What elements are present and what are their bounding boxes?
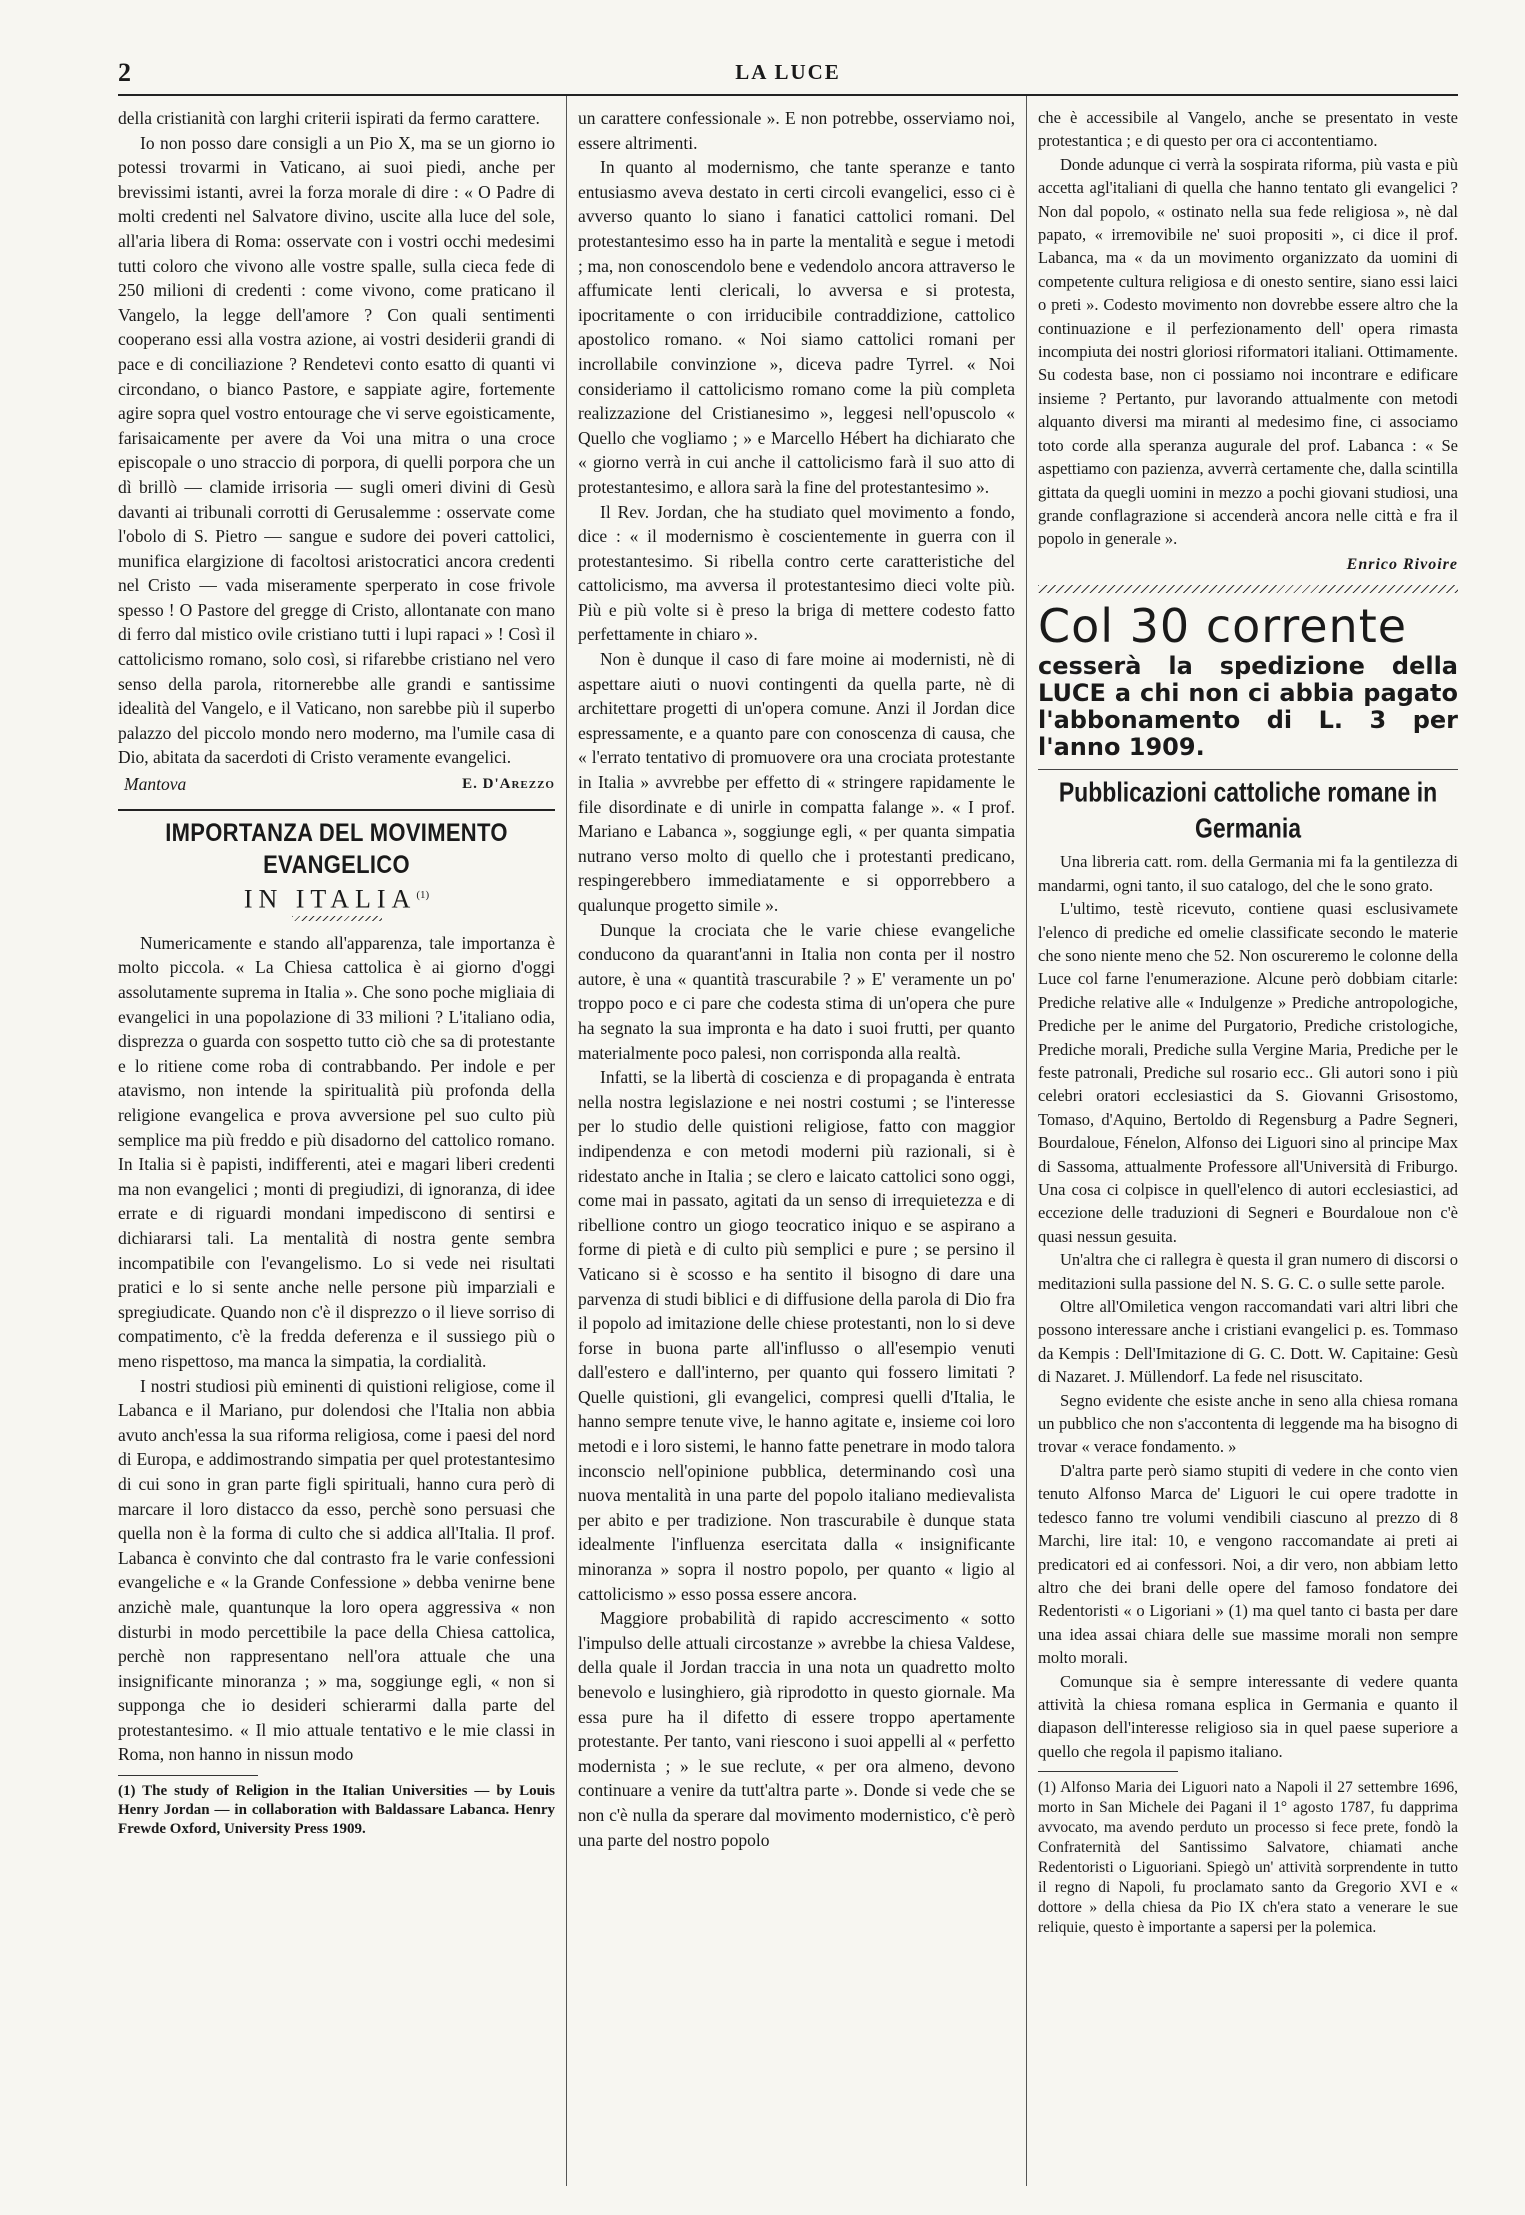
footnote-ref: (1) xyxy=(416,888,430,901)
paragraph: Io non posso dare consigli a un Pio X, ma se un giorno io potessi trovarmi in Vaticano, ai suoi piedi, anche per brevissimi istanti, avrei la forza morale di dire : « O Padre di molti credenti nel Salvatore divino, uscite alla luce del sole, all'aria libera di Roma: osservate con i vostri occhi medesimi tutti coloro che vivono alle vostre spalle, sulla cieca fede di 250 milioni di credenti : come vivono, come praticano il Vangelo, la legge dell'amore ? Con quali sentimenti cooperano essi alla vostra azione, ai vostri desiderii grandi di pace e di conciliazione ? Rendetevi conto esatto di quanti vi circondano, o bianco Pastore, e sappiate agire, fortemente agire sopra quel vostro entourage che vi serve egoisticamente, farisaicamente per avere da Voi una mitra o una croce episcopale o uno straccio di porpora, di quelli porpora che un dì brillò — clamide irrisoria — sugli omeri divini di Gesù davanti ai tribunali corrotti di Gerusalemme : osservate come l'obolo di S. Pietro — sangue e sudore dei poveri cattolici, munifica elargizione di facoltosi aristocratici ancora credenti nel Cristo — vada miseramente sperperato in cose frivole spesso ! O Pastore del gregge di Cristo, allontanate con mano di ferro dal mistico ovile cristiano tutti i lupi rapaci » ! Così il cattolicismo romano, solo così, si rifarebbe cristiano nel vero senso della parola, ritornerebbe alle grandi e santissime idealità del Vangelo, e il Vaticano, non sarebbe più il superbo palazzo del piccolo mondo nero moderno, ma l'umile casa di Dio, abitata da sacerdoti di Cristo veramente evangelici. xyxy=(118,132,555,768)
signature-line xyxy=(118,772,555,797)
column-1 xyxy=(118,106,555,2186)
page-number: 2 xyxy=(118,58,131,87)
header-rule xyxy=(118,94,1458,96)
paragraph: Segno evidente che esiste anche in seno alla chiesa romana un pubblico che non s'accontenta di leggende ma ha bisogno di trovar « verace fondamento. » xyxy=(1038,1390,1458,1457)
footnote-separator xyxy=(118,1775,258,1776)
paragraph: Comunque sia è sempre interessante di vedere quanta attività la chiesa romana esplica in Germania e quanto il diapason dell'interesse religioso sia in quel paese superiore a quello che regola il papismo italiano. xyxy=(1038,1671,1458,1761)
footnote: (1) The study of Religion in the Italian Universities — by Louis Henry Jordan — in collaboration with Baldassare Labanca. Henry Frewde Oxford, University Press 1909. xyxy=(118,1783,555,1838)
sign-author: Enrico Rivoire xyxy=(1346,555,1458,573)
paragraph: Una libreria catt. rom. della Germania mi fa la gentilezza di mandarmi, ogni tanto, il suo catalogo, del che le sono grato. xyxy=(1038,852,1458,895)
footnote: (1) Alfonso Maria dei Liguori nato a Napoli il 27 settembre 1696, morto in San Michele dei Pagani il 1° agosto 1787, fu dapprima avvocato, ma avendo perduto un processo si fece prete, fondò la Confraternità del Santissimo Salvatore, chiamati anche Redentoristi o Liguoriani. Spiegò un' attività sorprendente in tutto il regno di Napoli, fu proclamato santo da Gregorio XVI e « dottore » della chiesa da Pio IX ch'era stato a venerare le sue reliquie, questo è importante a sapersi per la polemica. xyxy=(1038,1779,1458,1937)
paragraph: della cristianità con larghi criterii ispirati da fermo carattere. xyxy=(118,108,540,128)
paragraph: In quanto al modernismo, che tante speranze e tanto entusiasmo aveva destato in certi circoli evangelici, esso ci è avverso quanto lo siano i fanatici cattolici romani. Del protestantesimo esso ha in parte la mentalità e segue i metodi ; ma, non conoscendolo bene e vedendolo ancora attraverso le affumicate lenti clericali, lo avversa e si protesta, ipocritamente o con irriducibile contraddizione, cattolico apostolico romano. « Noi siamo cattolici romani per incrollabile convinzione », diceva padre Tyrrel. « Noi consideriamo il cattolicismo romano come la più completa realizzazione del Cristianesimo », leggesi nell'opuscolo « Quello che vogliamo ; » e Marcello Hébert ha dichiarato che « giorno verrà in cui anche il cattolicismo farà il suo atto di protestantesimo, e allora sarà la fine del protestantesimo ». xyxy=(578,157,1015,497)
paragraph: Non è dunque il caso di fare moine ai modernisti, nè di aspettare aiuti o nuovi contingenti da quella parte, nè di architettare progetti di un'opera comune. Anzi il Jordan dice espressamente, e a quanto pare con conoscenza di causa, che « l'errato tentativo di promuovere ora una crociata protestante in Italia » avvrebbe per effetto di « stringere rapidamente le file disordinate e di unirle in compatta falange ». « I prof. Mariano e Labanca », soggiunge egli, « per quanta simpatia nutrano verso molto di quello che i protestanti predicano, respingerebbero immediatamente e si opporrebbero a qualunque progetto simile ». xyxy=(578,649,1015,915)
article-subtitle-text: IN ITALIA xyxy=(243,884,417,914)
sign-place: Mantova xyxy=(124,774,187,795)
paragraph: Un'altra che ci rallegra è questa il gran numero di discorsi o meditazioni sulla passione del N. S. G. C. o sulle sette parole. xyxy=(1038,1250,1458,1293)
article-title: Pubblicazioni cattoliche romane in Germania xyxy=(1058,776,1438,844)
paragraph: Il Rev. Jordan, che ha studiato quel movimento a fondo, dice : « il modernismo è coscientemente in guerra con il protestantesimo. Si ribella contro certe caratteristiche del cattolicismo, ma avversa il protestantesimo dieci volte più. Più e più volte si è preso la briga di mettere codesto fatto perfettamente in chiaro ». xyxy=(578,501,1015,645)
paragraph: che è accessibile al Vangelo, anche se presentato in veste protestantica ; e di questo per ora ci accontentiamo. xyxy=(1038,108,1458,151)
paragraph: un carattere confessionale ». E non potrebbe, osserviamo noi, essere altrimenti. xyxy=(578,108,1015,153)
article-title: IMPORTANZA DEL MOVIMENTO EVANGELICO xyxy=(165,817,508,879)
masthead: LA LUCE xyxy=(735,60,841,84)
paragraph: D'altra parte però siamo stupiti di vedere in che conto vien tenuto Alfonso Marca de' Liguori le cui opere tradotte in tedesco fanno tre volumi vendibili ciascuno al prezzo di 8 Marchi, lire ital: 10, e vengono raccomandate ai preti ai predicatori ed ai confessori. Noi, a dir vero, non abbiam letto altro che dei brani delle opere del famoso fondatore dei Redentoristi « o Ligoriani » (1) ma quel tanto ci basta per dare una idea assai chiara delle sue massime morali non sempre molto morali. xyxy=(1038,1460,1458,1668)
column-2 xyxy=(578,106,1015,2186)
article-subtitle xyxy=(118,883,555,912)
paragraph: L'ultimo, testè ricevuto, contiene quasi esclusivamete l'elenco di prediche ed omelie classificate secondo le materie che sono niente meno che 52. Non oscureremo le colonne della Luce col farne l'enumerazione. Alcune però dobbiam citarle: Prediche relative alle « Indulgenze » Prediche antropologiche, Prediche per le anime del Purgatorio, Prediche cristologiche, Prediche morali, Prediche sulla Vergine Maria, Prediche per le feste patronali, Prediche sul rosario ecc.. Gli autori sono i più celebri oratori ecclesiastici da S. Giovanni Grisostomo, Tomaso, d'Aquino, Bertoldo di Regensburg a Padre Segneri, Bourdaloue, Fénelon, Alfonso dei Liguori sino al principe Max di Sassoma, attualmente Professore all'Università di Friburgo. Una cosa ci colpisce in quell'elenco di autori ecclesiastici, ad eccezione delle traduzioni di Segneri e Bourdaloue non c'è quasi nessun gesuita. xyxy=(1038,899,1458,1246)
ornament-wave xyxy=(1038,585,1458,593)
paragraph: Infatti, se la libertà di coscienza e di propaganda è entrata nella nostra legislazione e nei nostri costumi ; se l'interesse per lo studio delle quistioni religiose, fatto con maggior indipendenza e con metodi moderni più razionali, si è ridestato anche in Italia ; se clero e laicato cattolici sono oggi, come mai in passato, agitati da un senso di irrequietezza e di ribellione contro un giogo teocratico iniquo e se aspirano a forme di pietà e di culto più semplici e pure ; se persino il Vaticano si è scosso e ha sentito il bisogno di dare una parvenza di studi biblici e di diffusione della parola di Dio fra il popolo ad imitazione delle chiese protestanti, non lo si deve forse in buona parte all'influsso o all'esempio venuti dall'estero e dall'interno, per quanto qui fossero limitati ? Quelle quistioni, gli evangelici, compresi quelli d'Italia, le hanno sempre tenute vive, le hanno agitate e, insieme coi loro metodi e i loro sistemi, le hanno fatte penetrare in modo talora inconscio nell'opinione pubblica, determinando così una nuova mentalità in una parte del popolo italiano medievalista per abito e per tradizione. Non trascurabile è dunque stata idealmente l'influenza esercitata dalla « insignificante minoranza » sopra il nostro popolo, per quanto « ligio al cattolicismo » esso possa essere ancora. xyxy=(578,1067,1015,1604)
paragraph: I nostri studiosi più eminenti di quistioni religiose, come il Labanca e il Mariano, pur dolendosi che l'Italia non abbia avuto anch'essa la sua riforma religiosa, come i paesi del nord di Europa, e addimostrando simpatia per quel protestantesimo di cui sono in gran parte figli spirituali, hanno cura però di marcare il loro distacco da esso, perchè sono persuasi che quella non è la forma di culto che si addica all'Italia. Il prof. Labanca è convinto che dal contrasto fra le varie confessioni evangeliche e « la Grande Confessione » debba venirne bene anzichè male, quantunque la loro opera aggressiva « non disturbi in modo percettibile la pace della Chiesa cattolica, perchè non rappresentano nell'ora attuale che una insignificante minoranza ; » ma, soggiunge egli, « non si supponga che io desideri schierarmi dalla parte del protestantesimo. « Il mio attuale tentativo e le mie classi in Roma, non hanno in nissun modo xyxy=(118,1375,555,1765)
paragraph: Oltre all'Omiletica vengon raccomandati vari altri libri che possono interessare anche i cristiani evangelici p. es. Tommaso da Kempis : Dell'Imitazione di G. C. Dott. W. Capitaine: Gesù di Nazaret. J. Müllendorf. La fede nel risuscitato. xyxy=(1038,1297,1458,1387)
paragraph: Numericamente e stando all'apparenza, tale importanza è molto piccola. « La Chiesa cattolica è ai giorno d'oggi assolutamente suprema in Italia ». Che sono poche migliaia di evangelici in una popolazione di 33 milioni ? L'italiano odia, disprezza o guarda con sospetto tutto ciò che sa di protestante e lo ritiene come roba di contrabbando. Per indole e per atavismo, non intende la spiritualità più profonda della religione evangelica e prova avversione pel suo culto più semplice ma più freddo e più disadorno del cattolico romano. In Italia si è papisti, indifferenti, atei e magari liberi credenti ma non evangelici ; monti di pregiudizi, di ignoranza, di idee errate e di riguardi mondani impediscono di sentirsi e dichiararsi tali. La mentalità di nostra gente sembra incompatibile con l'evangelismo. Lo si vede nei risultati pratici e lo si sente anche nelle persone più imparziali e spregiudicate. Quando non c'è il disprezzo o il lieve sorriso di compatimento, c'è la fredda deferenza e il sussiego più o meno rispettoso, ma manca la simpatia, la cordialità. xyxy=(118,932,555,1371)
notice-heading: Col 30 corrente xyxy=(1038,599,1408,654)
footnote-separator xyxy=(1038,1771,1178,1772)
column-divider xyxy=(566,96,567,2186)
notice-body: cesserà la spedizione della LUCE a chi non ci abbia pagato l'abbonamento di L. 3 per l'anno 1909. xyxy=(1038,652,1458,762)
column-3 xyxy=(1038,106,1458,2186)
paragraph: Donde adunque ci verrà la sospirata riforma, più vasta e più accetta agl'italiani di quella che hanno tentato gli evangelici ? Non dal popolo, « ostinato nella sua fede religiosa », nè dal papato, « irremovibile ne' suoi propositi », ci dice il prof. Labanca, ma « da un movimento organizzato da uomini di competente cultura religiosa e di onesto sentire, siano essi laici o preti ». Codesto movimento non dovrebbe essere altro che la continuazione e il perfezionamento dell' opera rimasta incompiuta dei nostri gloriosi riformatori italiani. Ottimamente. Su codesta base, non ci possiamo noi incontrare e edificare insieme ? Pertanto, pur lavorando attualmente con metodi alquanto diversi ma miranti al medesimo fine, ci associamo toto corde alla speranza augurale del prof. Labanca : « Se aspettiamo con pazienza, avverrà certamente che, dalla scintilla gittata da quegli uomini in mezzo a pochi giovani studiosi, una grande conflagrazione si accenderà ancora nelle città e fra il popolo in generale ». xyxy=(1038,154,1458,549)
paragraph: Dunque la crociata che le varie chiese evangeliche conducono da quarant'anni in Italia non conta per il nostro autore, è una « quantità trascurabile ? » E' veramente un po' troppo poco e ci pare che codesta stima di un'opera che pure ha segnato la sua impronta e ha dato i suoi frutti, per quanto materialmente poco palesi, non corrisponda alla realtà. xyxy=(578,919,1015,1063)
section-rule xyxy=(118,809,555,811)
page-header xyxy=(118,58,1458,88)
column-divider xyxy=(1026,96,1027,2186)
paragraph: Maggiore probabilità di rapido accrescimento « sotto l'impulso delle attuali circostanze » avrebbe la chiesa Valdese, della quale il Jordan traccia in una nota un quadretto molto benevolo e lusinghiero, già riprodotto in questo giornale. Ma essa pure ha il difetto di essere troppo apertamente protestante. Per tanto, vani riescono i suoi appelli al « perfetto modernista ; » le sue reclute, « per ora almeno, devono continuare a venire da tutt'altra parte ». Donde si vede che se non c'è nulla da sperare dal movimento modernistico, c'è però una parte del nostro popolo xyxy=(578,1608,1015,1850)
ornament-wave xyxy=(292,916,382,921)
section-rule xyxy=(1038,769,1458,770)
sign-author: E. D'Arezzo xyxy=(462,776,555,793)
